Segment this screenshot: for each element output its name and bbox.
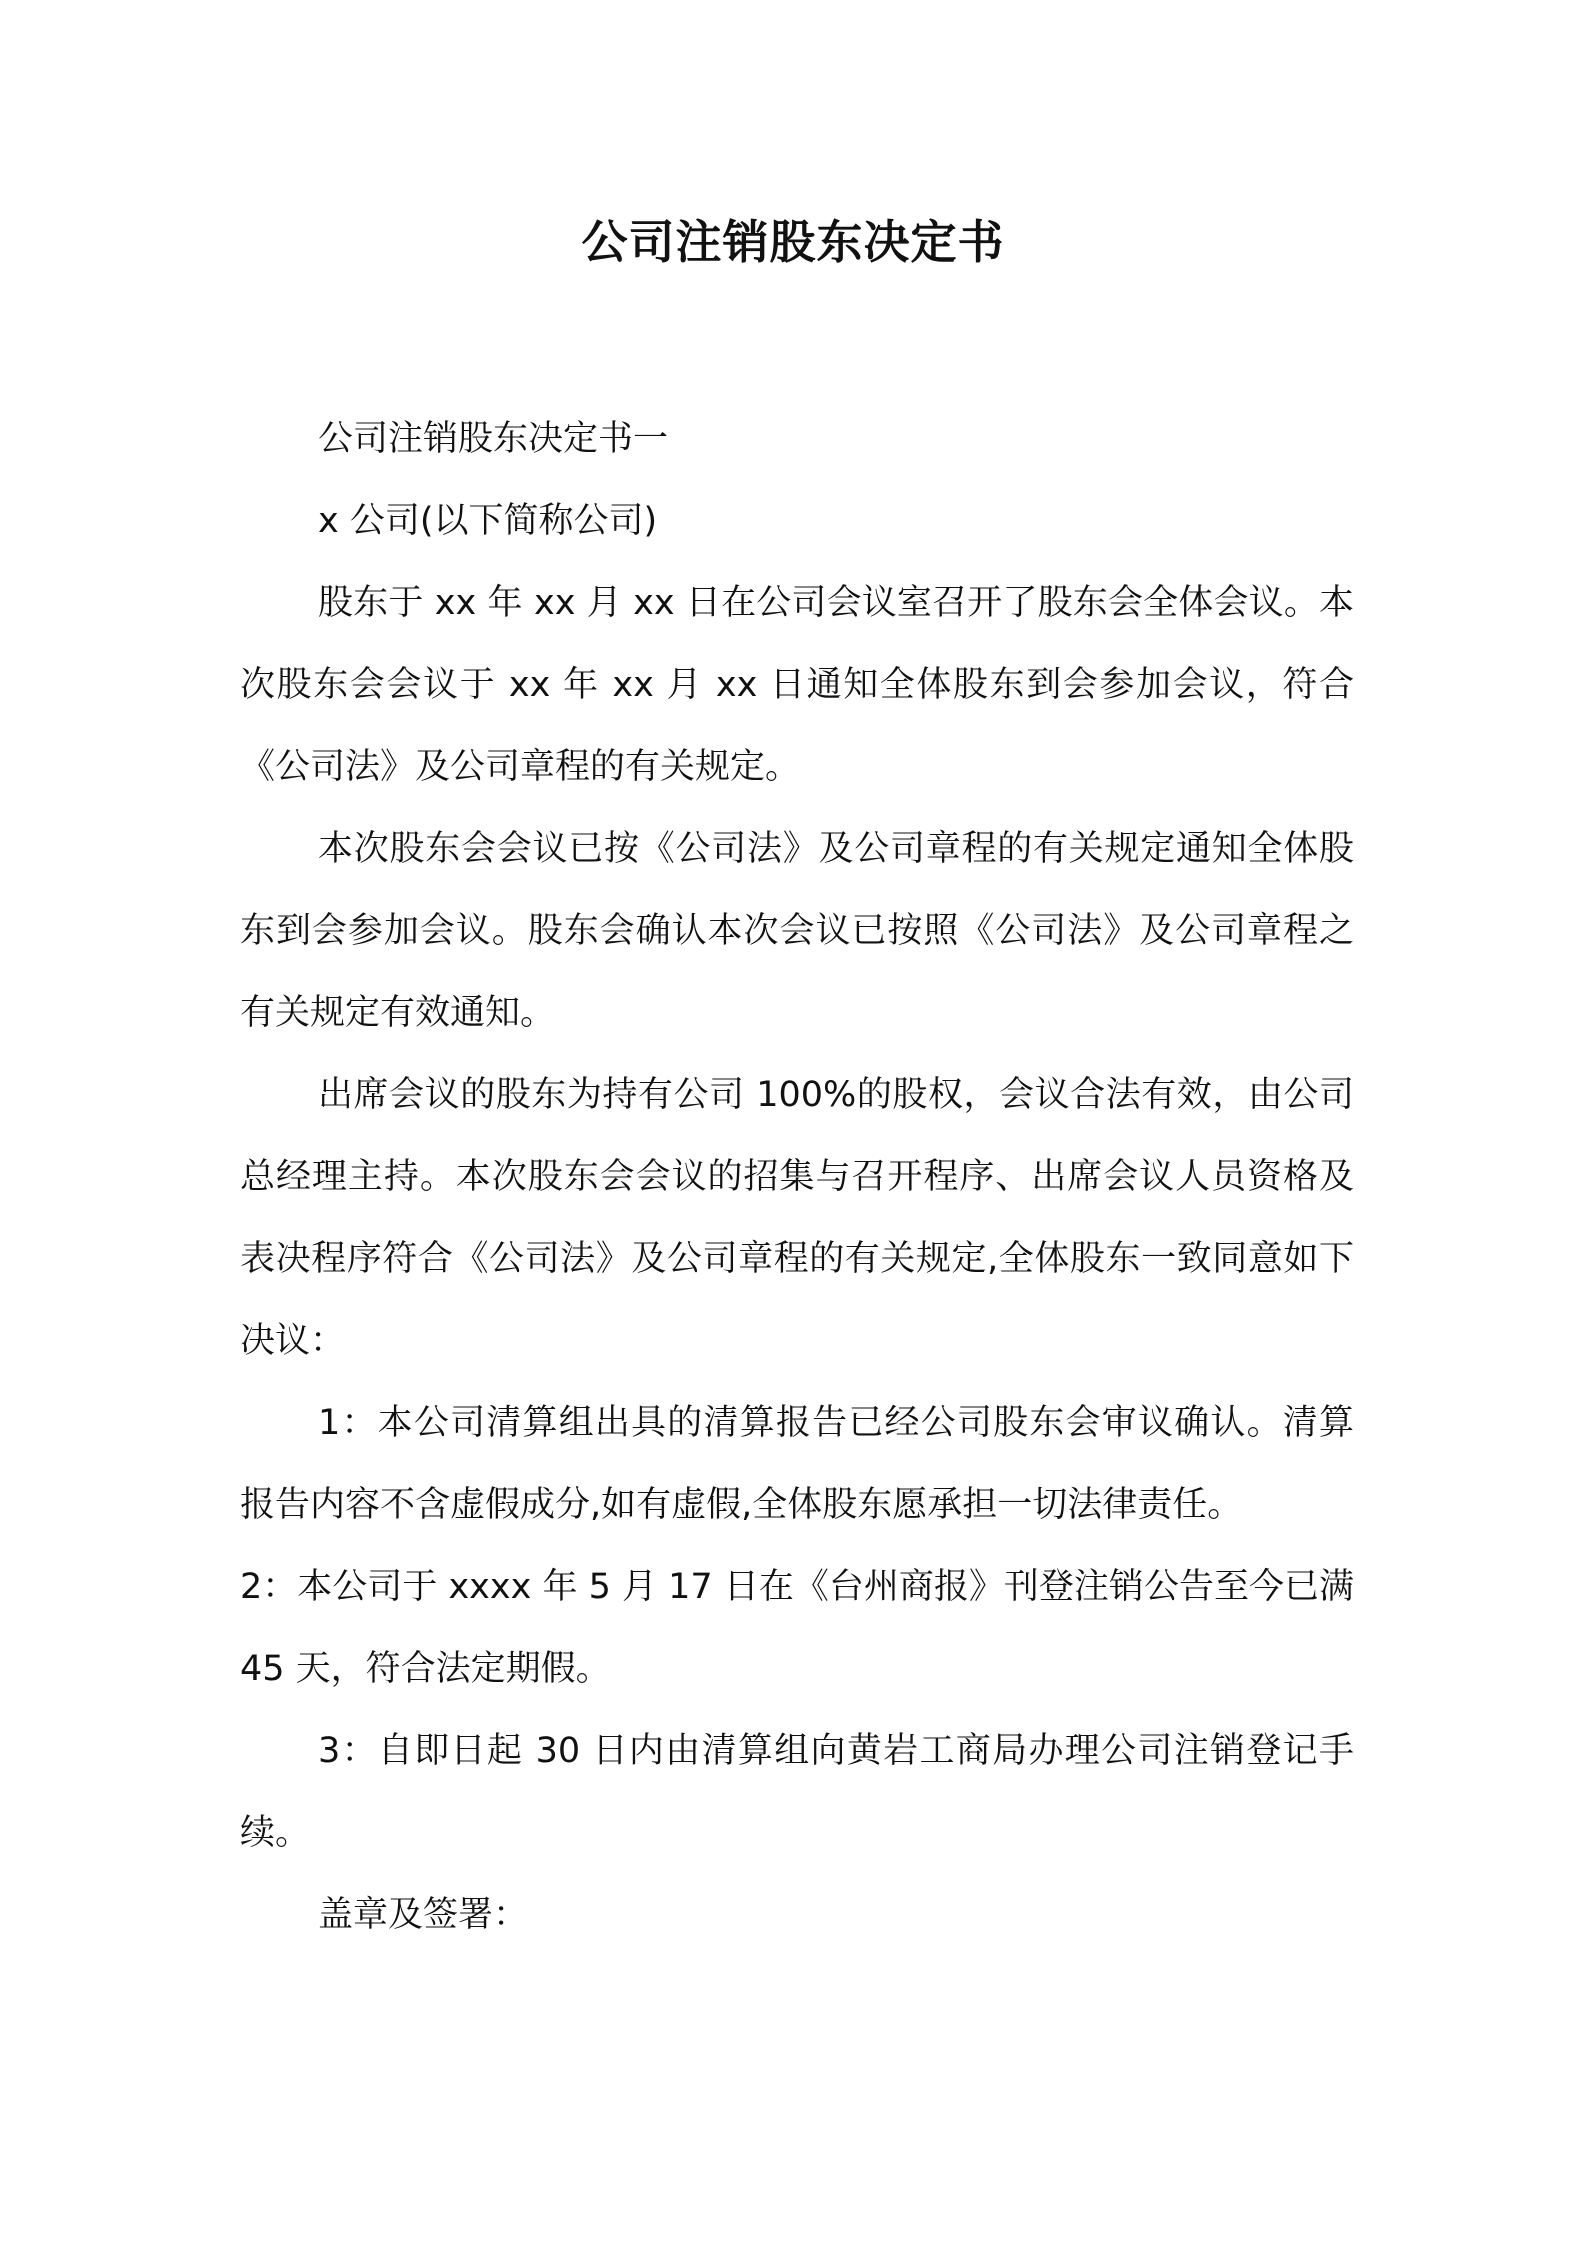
paragraph-company: x 公司(以下简称公司) [318,501,658,541]
paragraph-attendance: 出席会议的股东为持有公司 100%的股权，会议合法有效，由公司总经理主持。本次股东会会议的招集与召开程序、出席会议人员资格及表决程序符合《公司法》及公司章程的有关规定,全体股东一致同意如下决议： [240,1075,1354,1361]
document-title: 公司注销股东决定书 [581,215,1005,269]
paragraph-resolution-1: 1：本公司清算组出具的清算报告已经公司股东会审议确认。清算报告内容不含虚假成分,如有虚假,全体股东愿承担一切法律责任。 [240,1403,1354,1525]
paragraph-notice: 本次股东会会议已按《公司法》及公司章程的有关规定通知全体股东到会参加会议。股东会确认本次会议已按照《公司法》及公司章程之有关规定有效通知。 [240,829,1354,1033]
paragraph-resolution-2: 2：本公司于 xxxx 年 5 月 17 日在《台州商报》刊登注销公告至今已满 45 天，符合法定期假。 [240,1567,1354,1689]
paragraph-signature: 盖章及签署： [318,1895,529,1935]
paragraph-resolution-3: 3：自即日起 30 日内由清算组向黄岩工商局办理公司注销登记手续。 [240,1731,1354,1853]
paragraph-heading: 公司注销股东决定书一 [318,419,669,459]
paragraph-meeting: 股东于 xx 年 xx 月 xx 日在公司会议室召开了股东会全体会议。本次股东会会议于 xx 年 xx 月 xx 日通知全体股东到会参加会议，符合《公司法》及公司章程的有关规定。 [240,583,1354,787]
document-body [240,398,1354,1956]
